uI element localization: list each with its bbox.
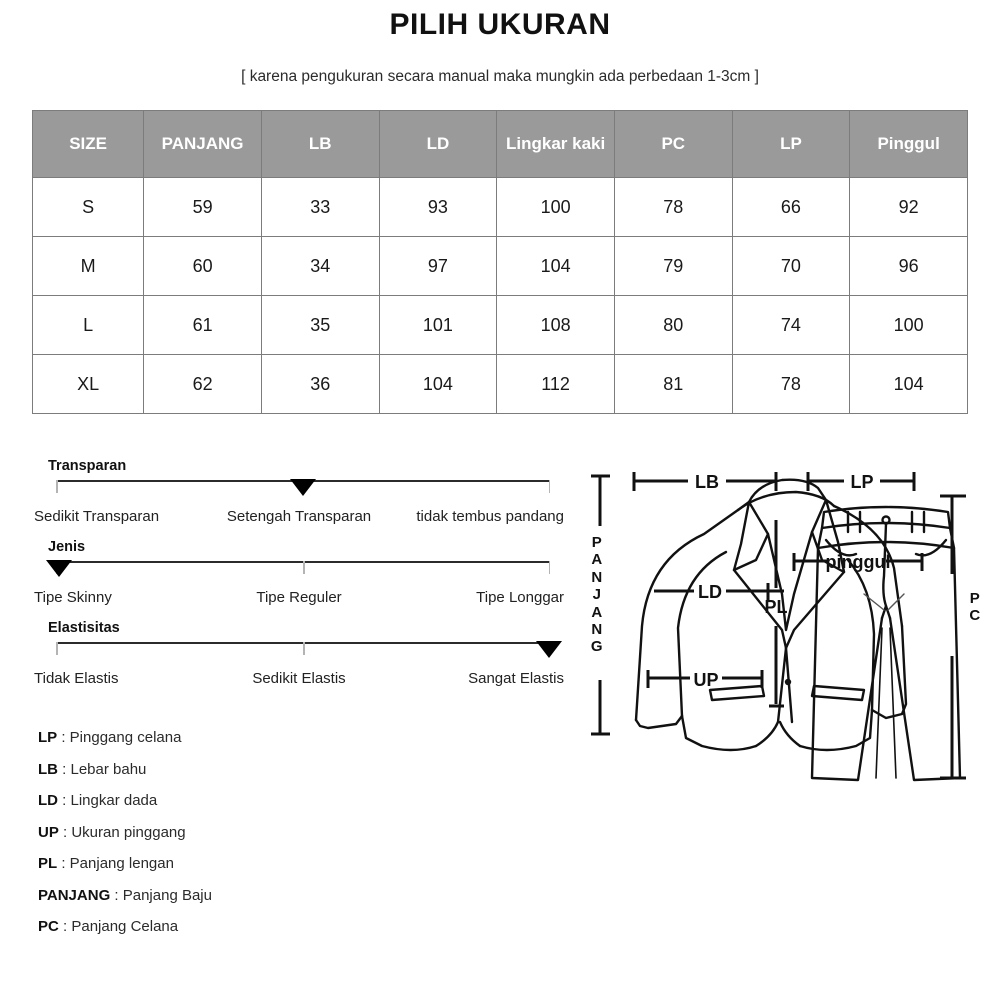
cell-lp: 78 <box>732 355 850 414</box>
slider-jenis[interactable] <box>34 539 564 620</box>
legend-desc: : Pinggang celana <box>57 729 182 746</box>
list-item <box>38 880 368 912</box>
pants-crotch <box>882 606 890 618</box>
slider-label-right: tidak tembus pandang <box>416 508 564 525</box>
cell-size: M <box>33 237 144 296</box>
column-header-ld: LD <box>379 111 497 178</box>
list-item <box>38 722 368 754</box>
legend-desc: : Panjang Baju <box>110 886 212 904</box>
cell-lb: 34 <box>261 237 379 296</box>
jacket-right-sleeve-outline <box>872 626 906 718</box>
slider-labels <box>34 508 564 530</box>
cell-pinggul: 96 <box>850 237 968 296</box>
legend-abbr: LD <box>38 792 58 809</box>
jacket-front-left-edge <box>756 722 778 746</box>
cell-lb: 36 <box>261 355 379 414</box>
legend-abbr: LB <box>38 760 58 778</box>
slider-title: Jenis <box>48 539 86 555</box>
cell-pinggul: 100 <box>850 296 968 355</box>
jacket-left-hem <box>682 716 756 750</box>
slider-track[interactable] <box>34 642 564 664</box>
legend-abbr: LP <box>38 729 58 746</box>
jacket-left-body-inner <box>678 552 726 716</box>
jacket-left-cuff <box>636 716 682 728</box>
size-table-container <box>32 110 968 414</box>
jacket-button <box>785 679 791 685</box>
slider-tick-left <box>56 480 58 493</box>
cell-pc: 80 <box>614 296 732 355</box>
slider-marker-triangle-icon[interactable] <box>290 479 316 496</box>
garment-diagram-svg <box>586 448 986 848</box>
slider-labels <box>34 670 564 692</box>
list-item <box>38 754 368 786</box>
slider-title: Elastisitas <box>48 620 120 636</box>
column-header-lp: LP <box>732 111 850 178</box>
pants-left-leg <box>812 548 882 780</box>
cell-lp: 70 <box>732 237 850 296</box>
legend-desc: : Ukuran pinggang <box>58 823 186 841</box>
cell-pinggul: 104 <box>850 355 968 414</box>
slider-label-left: Tidak Elastis <box>34 670 119 687</box>
legend-desc: : Panjang lengan <box>57 855 174 872</box>
pants-waist-button <box>883 517 890 524</box>
cell-ld: 101 <box>379 296 497 355</box>
diagram-label-lp: LP <box>850 472 874 492</box>
cell-pc: 78 <box>614 178 732 237</box>
jacket-center-front <box>778 648 792 722</box>
legend-desc: : Lebar bahu <box>58 760 147 778</box>
diagram-label-pinggul: pinggul <box>825 552 891 572</box>
legend-abbr: PC <box>38 918 59 935</box>
column-header-panjang: PANJANG <box>144 111 262 178</box>
cell-size: S <box>33 178 144 237</box>
diagram-label-ld: LD <box>698 582 722 602</box>
legend-desc: : Lingkar dada <box>58 792 158 809</box>
slider-tick-left <box>56 642 58 655</box>
garment-measurement-diagram <box>586 448 986 848</box>
cell-panjang: 60 <box>144 237 262 296</box>
column-header-lb: LB <box>261 111 379 178</box>
cell-ld: 97 <box>379 237 497 296</box>
attribute-sliders <box>34 458 564 701</box>
cell-ld: 104 <box>379 355 497 414</box>
table-row <box>33 355 968 414</box>
cell-lb: 33 <box>261 178 379 237</box>
slider-labels <box>34 589 564 611</box>
legend-desc: : Panjang Celana <box>58 918 179 935</box>
cell-pc: 81 <box>614 355 732 414</box>
table-header-row <box>33 111 968 178</box>
slider-label-right: Tipe Longgar <box>476 589 564 606</box>
jacket-front-right-edge <box>780 722 800 746</box>
diagram-label-pc-vertical: P C <box>969 590 981 625</box>
cell-lb: 35 <box>261 296 379 355</box>
cell-lp: 66 <box>732 178 850 237</box>
cell-lingkar-kaki: 100 <box>497 178 615 237</box>
pants-right-leg <box>890 548 960 780</box>
jacket-right-pocket <box>812 686 864 700</box>
slider-track[interactable] <box>34 561 564 583</box>
diagram-label-lb: LB <box>695 472 719 492</box>
slider-tick-right <box>549 480 551 493</box>
list-item <box>38 848 368 880</box>
slider-marker-triangle-icon[interactable] <box>46 560 72 577</box>
legend-abbr: UP <box>38 823 59 841</box>
cell-lingkar-kaki: 112 <box>497 355 615 414</box>
page-title: PILIH UKURAN <box>389 8 611 41</box>
diagram-label-pl: PL <box>764 597 788 617</box>
column-header-size: SIZE <box>33 111 144 178</box>
column-header-pc: PC <box>614 111 732 178</box>
slider-label-left: Sedikit Transparan <box>34 508 160 525</box>
slider-tick-right <box>549 561 551 574</box>
cell-pinggul: 92 <box>850 178 968 237</box>
size-chart-table <box>32 110 968 414</box>
cell-panjang: 62 <box>144 355 262 414</box>
slider-tick-mid <box>303 642 305 655</box>
cell-panjang: 61 <box>144 296 262 355</box>
jacket-left-lapel <box>734 502 768 570</box>
diagram-label-up: UP <box>693 670 719 690</box>
list-item <box>38 817 368 849</box>
cell-lingkar-kaki: 108 <box>497 296 615 355</box>
legend-abbr: PANJANG <box>38 886 111 904</box>
slider-label-mid: Setengah Transparan <box>226 508 372 525</box>
cell-panjang: 59 <box>144 178 262 237</box>
list-item <box>38 785 368 817</box>
page-subtitle: [ karena pengukuran secara manual maka mungkin ada perbedaan 1-3cm ] <box>241 68 759 85</box>
abbreviation-legend <box>38 722 368 943</box>
table-row <box>33 237 968 296</box>
slider-label-mid: Sedikit Elastis <box>252 670 346 687</box>
slider-title: Transparan <box>48 458 127 474</box>
table-row <box>33 296 968 355</box>
slider-track[interactable] <box>34 480 564 502</box>
cell-ld: 93 <box>379 178 497 237</box>
cell-size: XL <box>33 355 144 414</box>
list-item <box>38 911 368 943</box>
slider-transparan[interactable] <box>34 458 564 539</box>
slider-label-right: Sangat Elastis <box>468 670 564 687</box>
slider-tick-mid <box>303 561 305 574</box>
diagram-label-panjang-vertical: P A N J A N G <box>590 534 604 656</box>
cell-size: L <box>33 296 144 355</box>
cell-pc: 79 <box>614 237 732 296</box>
slider-marker-triangle-icon[interactable] <box>536 641 562 658</box>
table-row <box>33 178 968 237</box>
cell-lp: 74 <box>732 296 850 355</box>
slider-label-left: Tipe Skinny <box>34 589 112 606</box>
pants-belt-loop-right <box>912 512 924 532</box>
slider-elastisitas[interactable] <box>34 620 564 701</box>
jacket-right-hem <box>800 710 872 750</box>
column-header-pinggul: Pinggul <box>850 111 968 178</box>
legend-abbr: PL <box>38 855 58 872</box>
pants-leg-creases <box>876 628 896 778</box>
column-header-lingkar-kaki: Lingkar kaki <box>497 111 615 178</box>
slider-label-mid: Tipe Reguler <box>256 589 342 606</box>
cell-lingkar-kaki: 104 <box>497 237 615 296</box>
jacket-right-body-inner <box>848 560 874 710</box>
